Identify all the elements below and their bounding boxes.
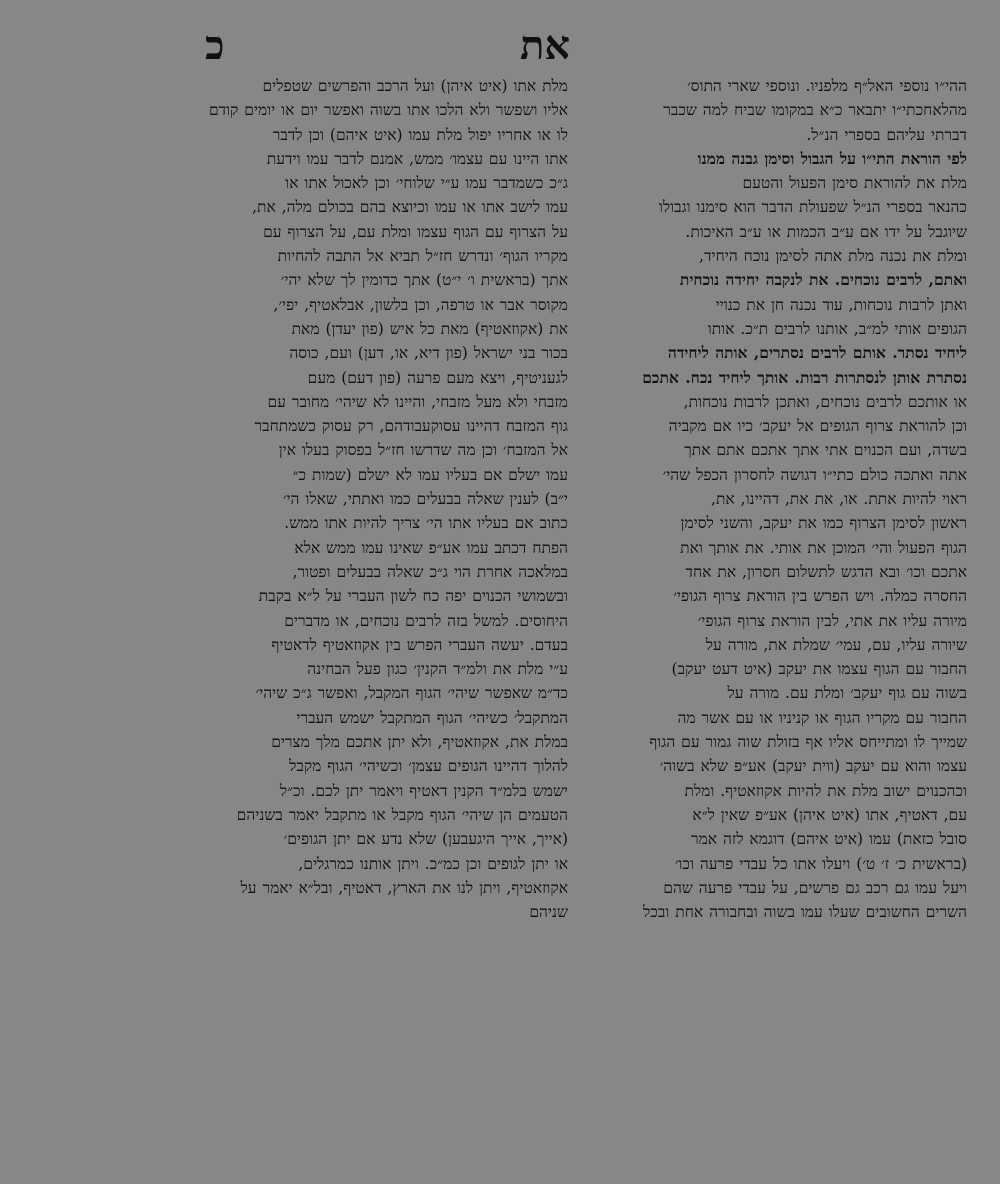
text-line: ובשמושי הכנוים יפה כח לשון העברי על ל״א בקבת xyxy=(258,587,568,606)
text-line: ומלת את נכנה מלת אתה לסימן נוכח היחיד, xyxy=(699,247,967,266)
text-line: לפי הוראת התי״ו על הגבול וסימן גבנה ממנו xyxy=(697,148,967,168)
text-line: ואתן לרבות נוכחות, עוד נכנה חן את כנויי xyxy=(715,295,967,314)
text-line: שניהם xyxy=(529,903,568,922)
text-line: כהנאר בספרי הנ״ל שפעולת הדבר הוא סימנו וגבולו xyxy=(658,198,967,217)
text-line: בעדם. יעשה העברי הפרש בין אקוזאטיף לדאטיף xyxy=(271,635,568,654)
text-line: דברתי עליהם בספרי הנ״ל. xyxy=(806,125,967,144)
text-line: ראשון לסימן הצרוף כמו את יעקב, והשני לסימן xyxy=(680,514,967,533)
text-line: מקריו הגוף׳ ונדרש חז״ל תביא אל התבה להחיות xyxy=(277,247,568,266)
text-line: אליו ושפשר ולא הלכו אתו בשוה ואפשר יום או יומים קודם xyxy=(208,101,568,120)
text-line: אקוזאטיף, ויתן לנו את הארץ, דאטיף, ובל״א יאמר על xyxy=(240,878,568,897)
text-line: השרים החשובים שעלו עמו בשוה ובחבורה אחת ובכל xyxy=(643,903,967,922)
text-line: מלת את להוראת סימן הפעול והטעם xyxy=(742,174,967,193)
text-line: מהלאחכתי״ו יתבאר כ״א במקומו שביח למה שכבר xyxy=(663,101,967,120)
text-line: הגופים אותי למ״ב, אותנו לרבים ת״כ. אותו xyxy=(707,319,967,338)
text-line: את (אקוזאטיף) מאת כל איש (פון יעדן) מאת xyxy=(291,319,568,338)
text-line: שיוגבל על ידו אם ע״ב הכמות או ע״ב האיכות. xyxy=(685,222,967,241)
text-line: ישמש בלמ״ד הקנין דאטיף ויאמר יתן לכם. וכ״ל xyxy=(279,781,568,800)
left-text-column xyxy=(184,74,568,924)
text-line: לו או אחריו יפול מלת עמו (איט איהם) וכן לדבר xyxy=(272,125,568,144)
text-line: הגוף הפעול והי׳ המוכן את אותי. את אותך ואת xyxy=(680,538,967,557)
text-line: ג״כ כשמדבר עמו ע״י שלוחי׳ וכן לאכול אתו או xyxy=(285,174,568,193)
text-line: מלת אתו (איט איהן) ועל הרכב והפרשים שטפלים xyxy=(262,77,568,95)
text-line: מקוסר אבר או טרפה, וכן בלשון, אבלאטיף, יפי׳, xyxy=(273,295,568,314)
text-line: (אייך, אייך היגעבען) שלא נדע אם יתן הגופים׳ xyxy=(283,830,568,849)
page-number-header: כ xyxy=(205,22,225,69)
text-line: סובל כזאת) עמו (איט איהם) דוגמא לזה אמר xyxy=(690,830,967,849)
text-line: אתך (בראשית ו׳ י״ט) אתך כדומין לך שלא יהי׳ xyxy=(280,271,568,290)
text-line: במלת את, אקוזאטיף, ולא יתן אתכם מלך מצרים xyxy=(271,733,568,752)
text-line: בכור בני ישראל (פון דיא, או, דען) ועם, כוסה xyxy=(289,344,568,363)
text-line: או אותכם לרבים נוכחים, ואתכן לרבות נוכחות, xyxy=(683,392,967,411)
text-line: היחוסים. למשל בזה לרבים נוכחים, או מדברים xyxy=(284,611,568,630)
text-line: ליחיד נסתר. אותם לרבים נסתרים, אותה ליחידה xyxy=(667,343,967,363)
text-line: החבור עם מקריו הגוף או קניניו או עם אשר מה xyxy=(677,708,967,727)
text-line: על הצרוף עם הגוף עצמו ומלת עם, על הצרוף עם xyxy=(263,222,568,241)
text-line: ויעל עמו גם רכב גם פרשים, על עבדי פרעה שהם xyxy=(663,878,967,897)
text-line: אל המזבח׳ וכן מה שדרשו חז״ל בפסוק בעלו אין xyxy=(278,441,568,460)
text-line: במלאכה אחרת הוי ג״כ שאלה בבעלים ופטור, xyxy=(292,562,568,581)
text-line: להלוך דהיינו הגופים עצמן׳ וכשיהי׳ הגוף מקבל xyxy=(289,757,568,776)
text-line: ראוי להיות אתת. או, את את, דהיינו, את, xyxy=(711,490,967,509)
text-line: ע״י מלת את ולמ״ד הקנין׳ כגון פעל הבחינה xyxy=(307,660,568,679)
text-line: או יתן לגופים וכן כמ״כ. ויתן אותנו כמרגלים, xyxy=(298,854,568,873)
text-line: וכן להוראת צרוף הגופים אל יעקב׳ כיו אם מקביה xyxy=(668,417,967,436)
text-line: י״ב) לענין שאלה בבעלים כמו ואתתי, שאלו הי׳ xyxy=(282,490,568,509)
text-line: אתה ואתכה כולם כתי״ו דגושה לחסרון הכפל שהי׳ xyxy=(662,465,967,484)
text-line: מיורה עליו את אתי, לבין הוראת צרוף הגופי׳ xyxy=(697,611,967,630)
text-line: החבור עם הגוף עצמו את יעקב (איט דעט יעקב) xyxy=(671,660,967,679)
text-line: כתוב אם בעליו אתו הי׳ צריך להיות אתו ממש. xyxy=(284,514,568,533)
text-line: לגעניטיף, ויצא מעם פרעה (פון דעם) מעם xyxy=(307,368,568,387)
text-line: עמו לישב אתו או עמו וכיוצא בהם בכולם מלה, את, xyxy=(252,198,568,217)
text-line: הפתח דכתב עמו אע״פ שאינו עמו ממש אלא xyxy=(294,538,568,557)
text-line: ואתם, לרבים נוכחים. את לנקבה יחידה נוכחית xyxy=(679,270,967,290)
text-line: שיורה עליו, עם, עמי׳ שמלת את, מורה על xyxy=(705,635,967,654)
text-line: כד״מ שאפשר שיהי׳ הגוף המקבל, ואפשר ג״כ שיהי׳ xyxy=(255,684,568,703)
running-title-header: את xyxy=(520,22,571,69)
text-line: שמייך לו ומתייחס אליו אף בזולת שוה גמור עם הגוף xyxy=(649,733,967,752)
text-line: וכהכנוים ישוב מלת את להיות אקוזאטיף. ומלת xyxy=(684,781,967,800)
text-line: עצמו והוא עם יעקב (ווית יעקב) אע״פ שלא בשוה׳ xyxy=(659,757,967,776)
text-line: אתו היינו עם עצמו׳ ממש, אמנם לדבר עמו וידעת xyxy=(266,149,568,168)
text-line: (בראשית כ׳ ז׳ ט׳) ויעלו אתו כל עבדי פרעה וכו׳ xyxy=(674,854,967,873)
text-line: עם, דאטיף, אתו (איט איהן) אע״פ שאין ל״א xyxy=(692,805,967,824)
text-line: הטעמים הן שיהי׳ הגוף מקבל או מתקבל יאמר בשניהם xyxy=(236,805,568,824)
text-line: בשוה עם גוף יעקב׳ ומלת עם. מורה על xyxy=(727,684,967,703)
text-line: החסרה כמלה. ויש הפרש בין הוראת צרוף הגופי׳ xyxy=(673,587,967,606)
text-line: מזבחי ולא מעל מזבחי, והיינו לא שיהי׳ מחובר עם xyxy=(267,392,568,411)
text-line: ההי״ו נוספי האל״ף מלפניו. ונוספי שארי התוס׳ xyxy=(687,77,967,95)
text-line: עמו ישלם אם בעליו עמו לא ישלם (שמות כ״ xyxy=(292,465,568,484)
text-line: אתכם וכו׳ ובא הדגש לתשלום חסרון, את אחד xyxy=(685,562,967,581)
text-line: המתקבל׳ כשיהי׳ הגוף המתקבל ישמש העברי xyxy=(296,708,568,727)
text-line: גוף המזבח דהיינו עסוקעבודהם, רק עסוק כשמתחבר xyxy=(254,417,568,436)
right-text-column xyxy=(572,74,967,924)
text-line: בשדה, ועם הכנוים אתי אתך אתכם אתם אתך xyxy=(684,441,967,460)
text-line: נסתרת אותן לנסתרות רבות. אותך ליחיד נכח. אתכם xyxy=(642,367,967,387)
